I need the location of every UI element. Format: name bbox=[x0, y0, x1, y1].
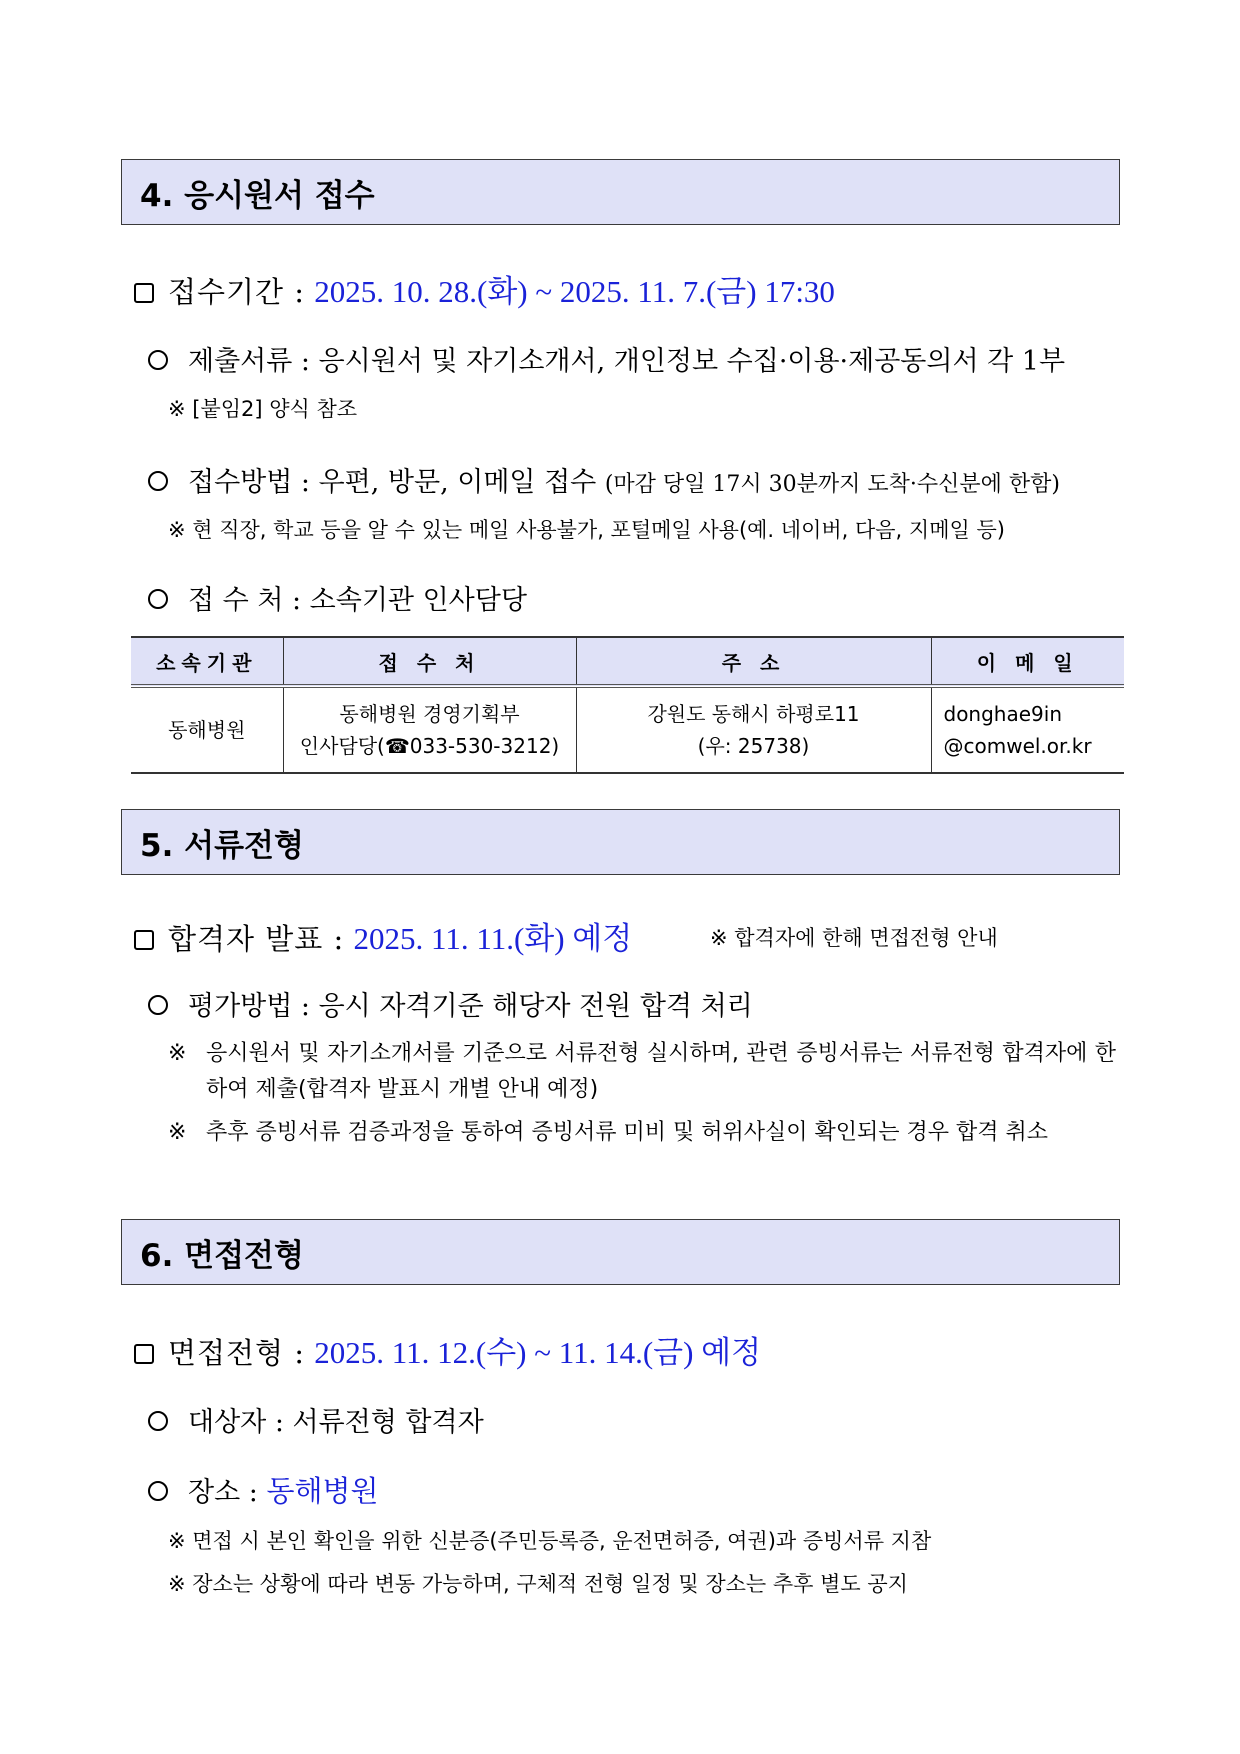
eval-text: 평가방법 : 응시 자격기준 해당자 전원 합격 처리 bbox=[188, 991, 753, 1022]
addr-line1: 강원도 동해시 하평로11 bbox=[647, 702, 860, 726]
venue-line bbox=[148, 1469, 379, 1510]
email-line1: donghae9in bbox=[943, 702, 1062, 726]
sec5-note-2-text: 추후 증빙서류 검증과정을 통하여 증빙서류 미비 및 허위사실이 확인되는 경우 합격 취소 bbox=[206, 1120, 1048, 1145]
eval-line bbox=[148, 984, 753, 1023]
period-value: 2025. 10. 28.(화) ~ 2025. 11. 7.(금) 17:30 bbox=[314, 274, 835, 309]
section-6-header bbox=[121, 1219, 1120, 1285]
note-mark: ※ bbox=[168, 1041, 187, 1066]
sec5-note-1-text: 응시원서 및 자기소개서를 기준으로 서류전형 실시하며, 관련 증빙서류는 서류전형 합격자에 한하여 제출(합격자 발표시 개별 안내 예정) bbox=[206, 1041, 1116, 1102]
addr-line2: (우: 25738) bbox=[697, 734, 810, 758]
venue-label: 장소 : bbox=[188, 1477, 258, 1508]
circle-bullet-icon bbox=[148, 1481, 168, 1501]
circle-bullet-icon bbox=[148, 1411, 168, 1431]
circle-bullet-icon bbox=[148, 471, 168, 491]
email-line2: @comwel.or.kr bbox=[943, 734, 1092, 758]
cell-recv bbox=[283, 686, 576, 773]
interview-label: 면접전형 : bbox=[168, 1336, 306, 1370]
method-deadline-note: (마감 당일 17시 30분까지 도착·수신분에 한함) bbox=[604, 472, 1060, 497]
section-5-title: 5. 서류전형 bbox=[140, 827, 304, 864]
sec6-note-2: ※ 장소는 상황에 따라 변동 가능하며, 구체적 전형 일정 및 장소는 추후 별도 공지 bbox=[168, 1572, 908, 1596]
venue-value: 동해병원 bbox=[266, 1476, 379, 1508]
method-note: ※ 현 직장, 학교 등을 알 수 있는 메일 사용불가, 포털메일 사용(예. 네이버, 다음, 지메일 등) bbox=[168, 518, 1005, 542]
target-line bbox=[148, 1400, 484, 1439]
interview-value: 2025. 11. 12.(수) ~ 11. 14.(금) 예정 bbox=[314, 1335, 762, 1370]
checkbox-square-icon bbox=[134, 283, 154, 303]
method-line bbox=[148, 460, 1060, 499]
header-addr: 주 소 bbox=[576, 637, 931, 686]
checkbox-square-icon bbox=[134, 1344, 154, 1364]
section-4-header bbox=[121, 159, 1120, 225]
recv-line1: 동해병원 경영기획부 bbox=[339, 702, 520, 726]
cell-email[interactable] bbox=[931, 686, 1124, 773]
table-row bbox=[131, 686, 1124, 773]
table-header-row bbox=[131, 637, 1124, 686]
interview-line bbox=[134, 1327, 761, 1372]
section-4-title: 4. 응시원서 접수 bbox=[140, 177, 375, 214]
period-line bbox=[134, 266, 835, 311]
place-line bbox=[148, 578, 527, 617]
note-mark: ※ bbox=[168, 1120, 187, 1145]
sec6-note-1: ※ 면접 시 본인 확인을 위한 신분증(주민등록증, 운전면허증, 여권)과 증빙서류 지참 bbox=[168, 1529, 932, 1553]
reception-table bbox=[131, 636, 1124, 774]
announce-note: ※ 합격자에 한해 면접전형 안내 bbox=[710, 926, 998, 950]
header-email: 이 메 일 bbox=[931, 637, 1124, 686]
circle-bullet-icon bbox=[148, 995, 168, 1015]
recv-line2: 인사담당(☎033-530-3212) bbox=[299, 734, 560, 758]
place-text: 접 수 처 : 소속기관 인사담당 bbox=[188, 585, 527, 616]
announce-value: 2025. 11. 11.(화) 예정 bbox=[353, 921, 633, 956]
circle-bullet-icon bbox=[148, 350, 168, 370]
docs-note: ※ [붙임2] 양식 참조 bbox=[168, 397, 358, 421]
header-org: 소속기관 bbox=[131, 637, 283, 686]
docs-text: 제출서류 : 응시원서 및 자기소개서, 개인정보 수집·이용·제공동의서 각 1부 bbox=[188, 346, 1066, 377]
circle-bullet-icon bbox=[148, 589, 168, 609]
cell-org: 동해병원 bbox=[131, 686, 283, 773]
announce-line bbox=[134, 913, 632, 958]
sec5-note-1 bbox=[168, 1036, 1116, 1108]
announce-label: 합격자 발표 : bbox=[168, 922, 345, 956]
checkbox-square-icon bbox=[134, 930, 154, 950]
section-6-title: 6. 면접전형 bbox=[140, 1237, 304, 1274]
method-text: 접수방법 : 우편, 방문, 이메일 접수 bbox=[188, 467, 597, 498]
docs-line bbox=[148, 339, 1065, 378]
target-text: 대상자 : 서류전형 합격자 bbox=[188, 1407, 484, 1438]
sec5-note-2 bbox=[168, 1115, 1116, 1151]
cell-addr bbox=[576, 686, 931, 773]
period-label: 접수기간 : bbox=[168, 275, 306, 309]
header-recv: 접 수 처 bbox=[283, 637, 576, 686]
section-5-header bbox=[121, 809, 1120, 875]
